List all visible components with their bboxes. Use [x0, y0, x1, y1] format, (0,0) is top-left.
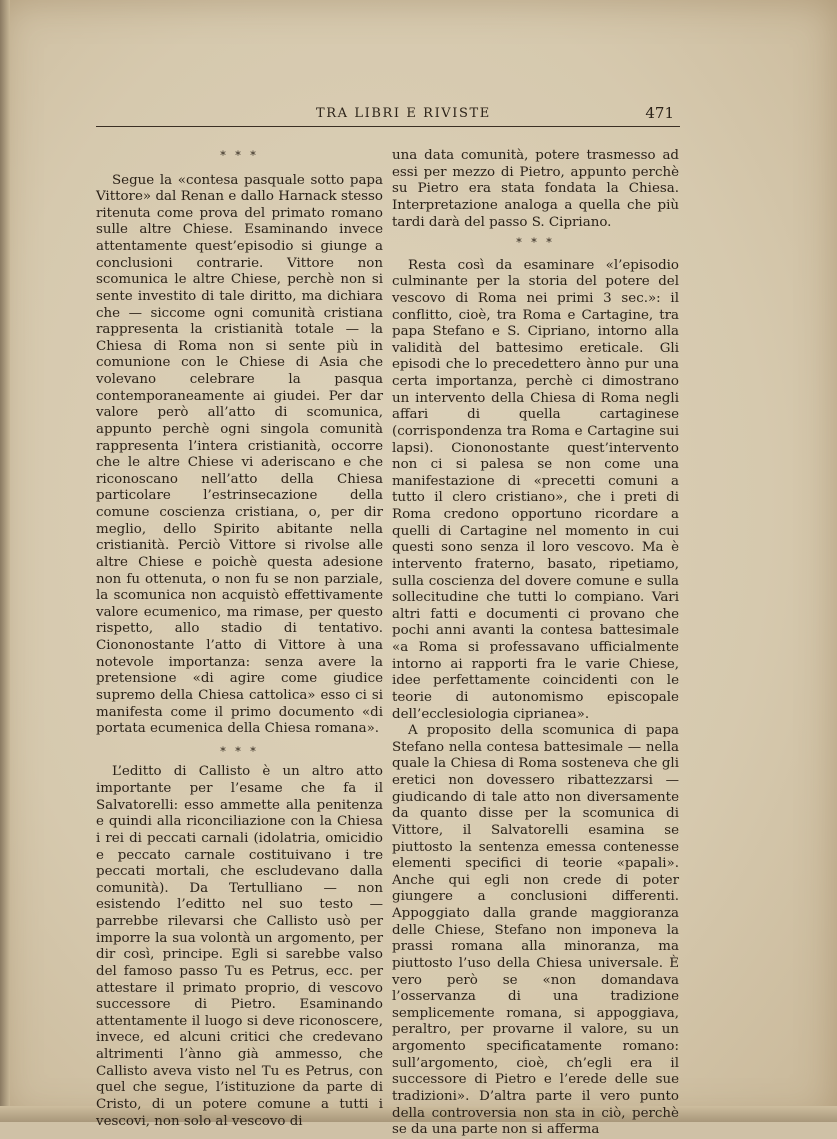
section-separator: * * *: [516, 236, 555, 250]
paragraph-roma-cartagine: Resta così da esaminare «l’episodio culminante per la storia del potere del vescovo di Roma nei primi 3 sec.»: il conflitto, cioè, tra Roma e Cartagine, tra papa Stefano e S. Cipriano, intorno alla validità del battesimo ereticale. Gli episodi che lo precedettero ànno pur una certa importanza, perchè ci dimostrano un intervento della Chiesa di Roma negli affari di quella cartaginese (corrispondenza tra Roma e Cartagine sui lapsi). Ciononostante quest’intervento non ci si palesa se non come una manifestazione di «precetti comuni a tutto il clero cristiano», che i preti di Roma credono opportuno ricordare a quelli di Cartagine nel momento in cui questi sono senza il loro vescovo. Ma è intervento fraterno, basato, ripetiamo, sulla coscienza del dovere comune e sulla sollecitudine che tutti lo compiano. Vari altri fatti e documenti ci provano che pochi anni avanti la contesa battesimale «a Roma si professavano ufficialmente intorno ai rapporti fra le varie Chiese, idee perfettamente coincidenti con le teorie di autonomismo episcopale dell’ecclesiologia ciprianea».: [392, 257, 679, 722]
page-left-edge: [0, 0, 10, 1122]
section-separator: * * *: [220, 149, 259, 162]
section-separator: * * *: [220, 744, 259, 758]
header-rule: [96, 126, 680, 127]
running-head: TRA LIBRI E RIVISTE: [316, 106, 491, 121]
paragraph-contesa-pasquale: Segue la «contesa pasquale sotto papa Vittore» dal Renan e dallo Harnack stesso ritenuta come prova del primato romano sulle altre Chiese. Esaminando invece attentamente quest’episodio si giunge a conclusioni contrarie. Vittore non scomunica le altre Chiese, perchè non si sente investito di tale diritto, ma dichiara che — siccome ogni comunità cristiana rappresenta la cristianità totale — la Chiesa di Roma non si sente più in comunione con le Chiese di Asia che volevano celebrare la pasqua contemporaneamente ai giudei. Per dar valore però all’atto di scomunica, appunto perchè ogni singola comunità rappresenta l’intera cristianità, occorre che le altre Chiese vi aderiscano e che riconoscano nell’atto della Chiesa particolare l’estrinsecazione della comune coscienza cristiana, o, per dir meglio, dello Spirito abitante nella cristianità. Perciò Vittore si rivolse alle altre Chiese e poichè questa adesione non fu ottenuta, o non fu se non parziale, la scomunica non acquistò effettivamente valore ecumenico, ma rimase, per questo rispetto, allo stadio di tentativo. Ciononostante l’atto di Vittore à una notevole importanza: senza avere la pretensione «di agire come giudice supremo della Chiesa cattolica» esso ci si manifesta come il primo documento «di portata ecumenica della Chiesa romana».: [96, 172, 383, 737]
paragraph-continuation: una data comunità, potere trasmesso ad essi per mezzo di Pietro, appunto perchè su Pietro era stata fondata la Chiesa. Interpretazione analoga a quella che più tardi darà del passo S. Cipriano.: [392, 148, 679, 230]
paragraph-editto-callisto: L’editto di Callisto è un altro atto importante per l’esame che fa il Salvatorelli: esso ammette alla penitenza e quindi alla riconciliazione con la Chiesa i rei di peccati carnali (idolatria, omicidio e peccato carnale costituivano i tre peccati mortali, che escludevano dalla comunità). Da Tertulliano — non esistendo l’editto nel suo testo — parrebbe rilevarsi che Callisto usò per imporre la sua volontà un argomento, per dir così, principe. Egli si sarebbe valso del famoso passo Tu es Petrus, ecc. per attestare il primato proprio, di vescovo successore di Pietro. Esaminando attentamente il luogo si deve riconoscere, invece, ed alcuni critici che credevano altrimenti l’ànno già ammesso, che Callisto aveva visto nel Tu es Petrus, con quel che segue, l’istituzione da parte di Cristo, di un potere comune a tutti i vescovi, non solo al vescovo di: [96, 764, 383, 1129]
left-column: [96, 148, 383, 1130]
page-header: [96, 106, 678, 128]
paragraph-scomunica-stefano: A proposito della scomunica di papa Stefano nella contesa battesimale — nella quale la Chiesa di Roma sosteneva che gli eretici non dovessero ribattezzarsi — giudicando di tale atto non diversamente da quanto disse per la scomunica di Vittore, il Salvatorelli esamina se piuttosto la sentenza emessa contenesse elementi specifici di teorie «papali». Anche qui egli non crede di poter giungere a conclusioni differenti. Appoggiato dalla grande maggioranza delle Chiese, Stefano non imponeva la prassi romana alla minoranza, ma piuttosto l’uso della Chiesa universale. È vero però se «non domandava l’osservanza di una tradizione semplicemente romana, si appoggiava, peraltro, per provarne il valore, su un argomento specificatamente romano: sull’argomento, cioè, ch’egli era il successore di Pietro e l’erede delle sue tradizioni». D’altra parte il vero punto della controversia non sta in ciò, perchè se da una parte non si afferma: [392, 723, 679, 1138]
page-number: 471: [645, 104, 674, 122]
right-column: [392, 148, 679, 1139]
